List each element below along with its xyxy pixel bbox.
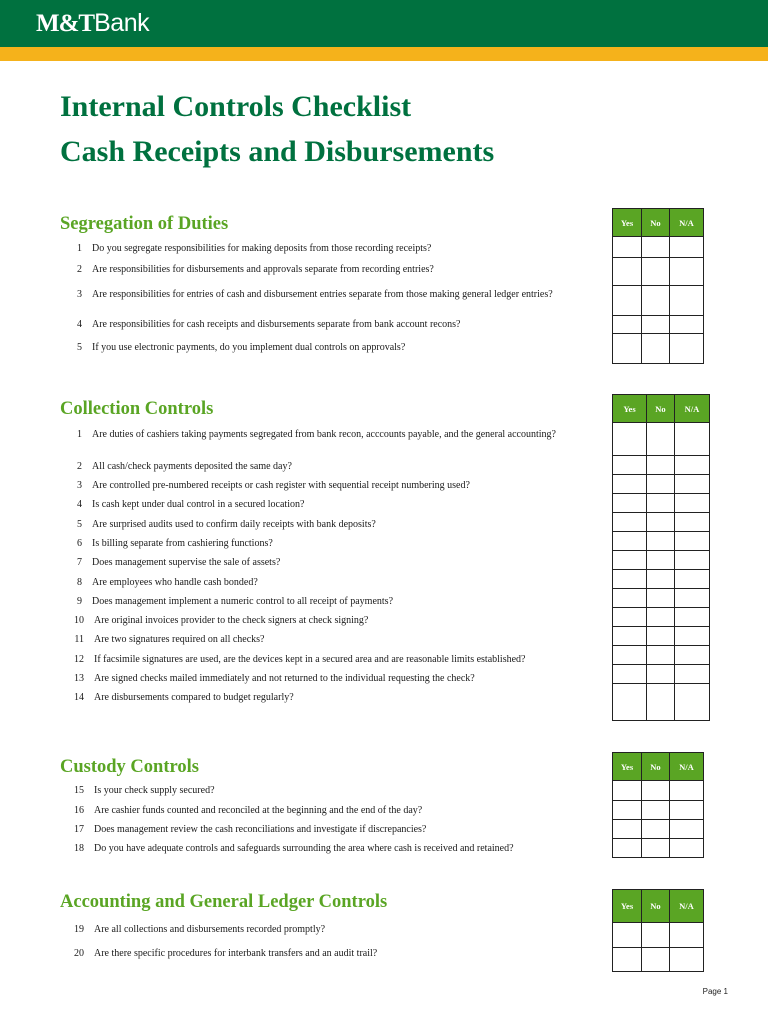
page-title-line-1: Internal Controls Checklist (60, 90, 412, 123)
yes-checkbox-cell[interactable] (613, 475, 647, 494)
yes-checkbox-cell[interactable] (613, 627, 647, 646)
question-number: 14 (74, 692, 84, 703)
yes-checkbox-cell[interactable] (613, 608, 647, 627)
no-checkbox-cell[interactable] (647, 456, 675, 475)
answer-row (613, 923, 704, 948)
answer-row (613, 475, 710, 494)
question-text: Are surprised audits used to confirm daily receipts with bank deposits? (92, 519, 376, 530)
yes-checkbox-cell[interactable] (613, 589, 647, 608)
no-checkbox-cell[interactable] (642, 820, 670, 839)
question-number: 1 (77, 243, 82, 254)
na-checkbox-cell[interactable] (675, 646, 710, 665)
na-checkbox-cell[interactable] (670, 839, 704, 858)
yes-checkbox-cell[interactable] (613, 839, 642, 858)
no-header: No (642, 753, 670, 781)
no-checkbox-cell[interactable] (647, 627, 675, 646)
yes-checkbox-cell[interactable] (613, 456, 647, 475)
answer-row (613, 627, 710, 646)
question-number: 18 (74, 843, 84, 854)
yes-checkbox-cell[interactable] (613, 532, 647, 551)
question-text: Are there specific procedures for interbank transfers and an audit trail? (94, 948, 378, 959)
question-number: 7 (77, 557, 82, 568)
question-text: Are signed checks mailed immediately and not returned to the individual requesting the check? (94, 673, 475, 684)
na-checkbox-cell[interactable] (675, 475, 710, 494)
yes-checkbox-cell[interactable] (613, 684, 647, 721)
question-text: Do you have adequate controls and safeguards surrounding the area where cash is received and retained? (94, 843, 514, 854)
na-checkbox-cell[interactable] (675, 627, 710, 646)
answer-row (613, 646, 710, 665)
question-number: 19 (74, 924, 84, 935)
question-text: Does management review the cash reconciliations and investigate if discrepancies? (94, 824, 427, 835)
answer-grid-custody (612, 752, 704, 858)
na-checkbox-cell[interactable] (670, 258, 704, 286)
yes-checkbox-cell[interactable] (613, 570, 647, 589)
question-text: Are duties of cashiers taking payments segregated from bank recon, acccounts payable, and the general accounting? (92, 429, 556, 440)
question-number: 3 (77, 289, 82, 300)
na-header: N/A (670, 890, 704, 923)
na-header: N/A (670, 209, 704, 237)
question-number: 20 (74, 948, 84, 959)
no-checkbox-cell[interactable] (647, 532, 675, 551)
answer-row (613, 334, 704, 364)
no-checkbox-cell[interactable] (642, 286, 670, 316)
yes-checkbox-cell[interactable] (613, 513, 647, 532)
na-checkbox-cell[interactable] (675, 423, 710, 456)
na-checkbox-cell[interactable] (670, 286, 704, 316)
answer-grid-segregation (612, 208, 704, 364)
question-number: 1 (77, 429, 82, 440)
no-checkbox-cell[interactable] (642, 923, 670, 948)
answer-row (613, 608, 710, 627)
page-title-line-2: Cash Receipts and Disbursements (60, 135, 495, 168)
yes-checkbox-cell[interactable] (613, 665, 647, 684)
question-text: If facsimile signatures are used, are the devices kept in a secured area and are reasonable limits established? (94, 654, 526, 665)
question-number: 13 (74, 673, 84, 684)
question-text: Do you segregate responsibilities for making deposits from those recording receipts? (92, 243, 432, 254)
no-checkbox-cell[interactable] (647, 646, 675, 665)
section-title-collection-controls: Collection Controls (60, 399, 214, 419)
yes-checkbox-cell[interactable] (613, 801, 642, 820)
answer-row (613, 494, 710, 513)
answer-row (613, 665, 710, 684)
no-checkbox-cell[interactable] (647, 475, 675, 494)
question-text: Does management implement a numeric control to all receipt of payments? (92, 596, 394, 607)
na-checkbox-cell[interactable] (675, 513, 710, 532)
na-checkbox-cell[interactable] (675, 456, 710, 475)
answer-header-row (613, 395, 710, 423)
yes-checkbox-cell[interactable] (613, 923, 642, 948)
question-text: Are employees who handle cash bonded? (92, 577, 258, 588)
no-checkbox-cell[interactable] (647, 494, 675, 513)
answer-row (613, 589, 710, 608)
yes-checkbox-cell[interactable] (613, 286, 642, 316)
answer-row (613, 948, 704, 972)
yes-checkbox-cell[interactable] (613, 781, 642, 801)
question-text: Is cash kept under dual control in a secured location? (92, 499, 305, 510)
na-checkbox-cell[interactable] (675, 589, 710, 608)
na-checkbox-cell[interactable] (670, 801, 704, 820)
question-number: 2 (77, 461, 82, 472)
yes-checkbox-cell[interactable] (613, 820, 642, 839)
no-checkbox-cell[interactable] (647, 570, 675, 589)
na-checkbox-cell[interactable] (670, 316, 704, 334)
no-checkbox-cell[interactable] (642, 839, 670, 858)
question-number: 6 (77, 538, 82, 549)
question-text: Is billing separate from cashiering functions? (92, 538, 273, 549)
answer-row (613, 684, 710, 721)
no-checkbox-cell[interactable] (647, 665, 675, 684)
question-text: Are responsibilities for entries of cash and disbursement entries separate from those making general ledger entries? (92, 289, 553, 300)
answer-row (613, 570, 710, 589)
na-checkbox-cell[interactable] (670, 334, 704, 364)
na-checkbox-cell[interactable] (675, 684, 710, 721)
question-number: 4 (77, 499, 82, 510)
section-title-segregation-of-duties: Segregation of Duties (60, 214, 229, 234)
question-text: Are responsibilities for disbursements and approvals separate from recording entries? (92, 264, 434, 275)
yes-header: Yes (613, 753, 642, 781)
section-title-accounting-gl-controls: Accounting and General Ledger Controls (60, 892, 388, 912)
mt-bank-logo: M&TBank (36, 9, 150, 37)
question-number: 5 (77, 342, 82, 353)
no-checkbox-cell[interactable] (647, 513, 675, 532)
answer-row (613, 532, 710, 551)
no-checkbox-cell[interactable] (647, 551, 675, 570)
answer-grid-accounting (612, 889, 704, 972)
yes-checkbox-cell[interactable] (613, 551, 647, 570)
question-number: 16 (74, 805, 84, 816)
na-checkbox-cell[interactable] (675, 494, 710, 513)
question-text: If you use electronic payments, do you implement dual controls on approvals? (92, 342, 406, 353)
na-checkbox-cell[interactable] (675, 608, 710, 627)
no-checkbox-cell[interactable] (642, 801, 670, 820)
na-checkbox-cell[interactable] (675, 665, 710, 684)
question-text: Is your check supply secured? (94, 785, 215, 796)
question-number: 3 (77, 480, 82, 491)
question-text: Are cashier funds counted and reconciled at the beginning and the end of the day? (94, 805, 423, 816)
yes-checkbox-cell[interactable] (613, 948, 642, 972)
question-text: Are controlled pre-numbered receipts or cash register with sequential receipt numbering used? (92, 480, 470, 491)
no-checkbox-cell[interactable] (642, 258, 670, 286)
no-checkbox-cell[interactable] (647, 684, 675, 721)
no-checkbox-cell[interactable] (642, 948, 670, 972)
answer-row (613, 839, 704, 858)
question-text: Are two signatures required on all checks? (94, 634, 265, 645)
no-checkbox-cell[interactable] (647, 589, 675, 608)
brand-header-bar (0, 0, 768, 47)
question-text: Are responsibilities for cash receipts and disbursements separate from bank account recons? (92, 319, 461, 330)
question-text: Does management supervise the sale of assets? (92, 557, 281, 568)
no-checkbox-cell[interactable] (642, 237, 670, 258)
question-number: 8 (77, 577, 82, 588)
question-text: All cash/check payments deposited the same day? (92, 461, 292, 472)
answer-row (613, 423, 710, 456)
page-number: Page 1 (702, 987, 728, 996)
question-number: 2 (77, 264, 82, 275)
na-checkbox-cell[interactable] (675, 570, 710, 589)
na-checkbox-cell[interactable] (675, 532, 710, 551)
no-checkbox-cell[interactable] (647, 423, 675, 456)
question-number: 15 (74, 785, 84, 796)
question-text: Are all collections and disbursements recorded promptly? (94, 924, 326, 935)
yes-checkbox-cell[interactable] (613, 316, 642, 334)
answer-row (613, 316, 704, 334)
yes-checkbox-cell[interactable] (613, 237, 642, 258)
no-checkbox-cell[interactable] (647, 608, 675, 627)
na-checkbox-cell[interactable] (670, 237, 704, 258)
question-number: 4 (77, 319, 82, 330)
na-checkbox-cell[interactable] (675, 551, 710, 570)
na-header: N/A (675, 395, 710, 423)
question-number: 11 (74, 634, 84, 645)
yes-header: Yes (613, 209, 642, 237)
yes-checkbox-cell[interactable] (613, 258, 642, 286)
question-number: 12 (74, 654, 84, 665)
answer-header-row (613, 890, 704, 923)
yes-checkbox-cell[interactable] (613, 646, 647, 665)
yes-header: Yes (613, 890, 642, 923)
na-checkbox-cell[interactable] (670, 781, 704, 801)
answer-row (613, 513, 710, 532)
answer-header-row (613, 753, 704, 781)
na-header: N/A (670, 753, 704, 781)
question-number: 5 (77, 519, 82, 530)
na-checkbox-cell[interactable] (670, 820, 704, 839)
section-title-custody-controls: Custody Controls (60, 757, 199, 777)
answer-grid-collection (612, 394, 710, 721)
yes-checkbox-cell[interactable] (613, 334, 642, 364)
answer-row (613, 286, 704, 316)
brand-accent-bar (0, 47, 768, 61)
answer-row (613, 801, 704, 820)
yes-checkbox-cell[interactable] (613, 423, 647, 456)
no-header: No (647, 395, 675, 423)
answer-row (613, 781, 704, 801)
na-checkbox-cell[interactable] (670, 923, 704, 948)
question-number: 17 (74, 824, 84, 835)
na-checkbox-cell[interactable] (670, 948, 704, 972)
answer-row (613, 258, 704, 286)
no-checkbox-cell[interactable] (642, 781, 670, 801)
no-header: No (642, 890, 670, 923)
answer-row (613, 551, 710, 570)
question-number: 10 (74, 615, 84, 626)
yes-checkbox-cell[interactable] (613, 494, 647, 513)
question-number: 9 (77, 596, 82, 607)
answer-header-row (613, 209, 704, 237)
no-header: No (642, 209, 670, 237)
yes-header: Yes (613, 395, 647, 423)
no-checkbox-cell[interactable] (642, 334, 670, 364)
answer-row (613, 820, 704, 839)
answer-row (613, 456, 710, 475)
question-text: Are disbursements compared to budget regularly? (94, 692, 294, 703)
question-text: Are original invoices provider to the check signers at check signing? (94, 615, 369, 626)
answer-row (613, 237, 704, 258)
no-checkbox-cell[interactable] (642, 316, 670, 334)
